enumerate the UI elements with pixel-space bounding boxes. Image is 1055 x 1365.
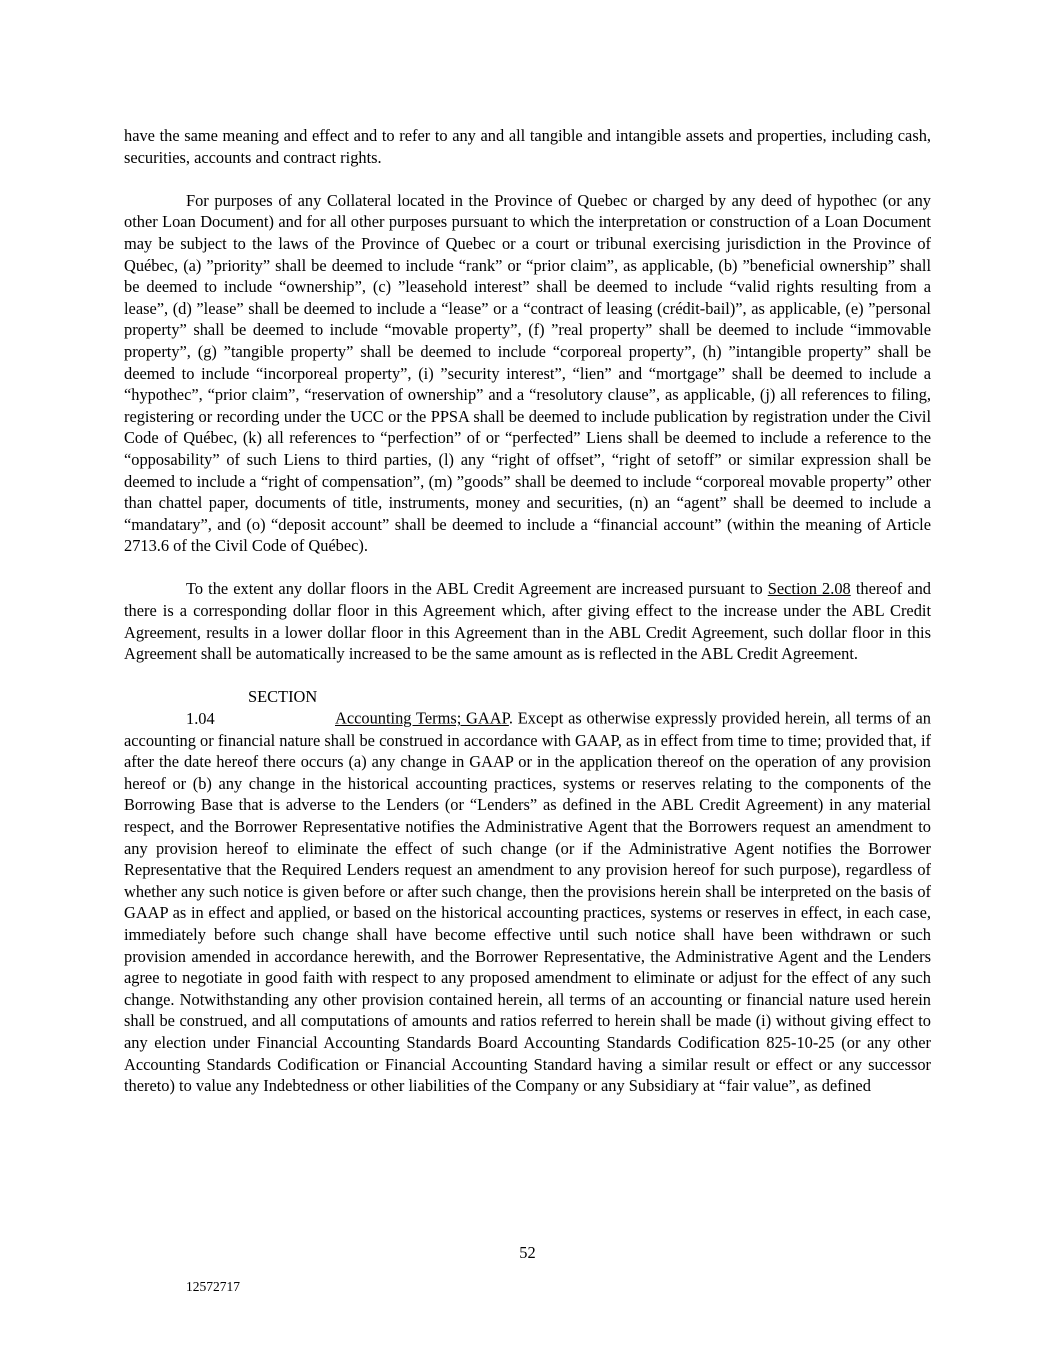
dollar-floors-text-after: thereof and there is a corresponding dollar floor in this Agreement which, after giving effect to the increase under the ABL Credit Agreement, results in a lower dollar floor in this Agreement than in the ABL Credit Agreement, such dollar floor in this Agreement shall be automatically increased to be the same amount as is reflected in the ABL Credit Agreement. <box>124 579 931 664</box>
paragraph-quebec-interpretation: For purposes of any Collateral located in the Province of Quebec or charged by any deed of hypothec (or any other Loan Document) and for all other purposes pursuant to which the interpretation or construction of a Loan Document may be subject to the laws of the Province of Quebec or a court or tribunal exercising jurisdiction in the Province of Québec, (a) ”priority” shall be deemed to include “rank” or “prior claim”, as applicable, (b) ”beneficial ownership” shall be deemed to include “ownership”, (c) ”leasehold interest” shall be deemed to include “valid rights resulting from a lease”, (d) ”lease” shall be deemed to include a “lease” or a “contract of leasing (crédit-bail)”, as applicable, (e) ”personal property” shall be deemed to include “movable property”, (f) ”real property” shall be deemed to include “immovable property”, (g) ”tangible property” shall be deemed to include “corporeal property”, (h) ”intangible property” shall be deemed to include “incorporeal property”, (i) ”security interest”, “lien” and “mortgage” shall be deemed to include a “hypothec”, “prior claim”, “reservation of ownership” and a “resolutory clause”, as applicable, (j) all references to filing, registering or recording under the UCC or the PPSA shall be deemed to include publication by registration under the Civil Code of Québec, (k) all references to “perfection” of or “perfected” Liens shall be deemed to include a reference to the “opposability” of such Liens to third parties, (l) any “right of offset”, “right of setoff” or similar expression shall be deemed to include a “right of compensation”, (m) ”goods” shall be deemed to include “corporeal movable property” other than chattel paper, documents of title, instruments, money and securities, (n) an “agent” shall be deemed to include a “mandatary”, and (o) “deposit account” shall be deemed to include a “financial account” (within the meaning of Article 2713.6 of the Civil Code of Québec). <box>124 190 931 556</box>
document-id: 12572717 <box>186 1279 240 1294</box>
section-1-04-paragraph <box>124 686 931 1096</box>
document-body <box>124 125 931 1118</box>
section-text: . Except as otherwise expressly provided herein, all terms of an accounting or financial nature shall be construed in accordance with GAAP, as in effect from time to time; provided that, if after the date hereof there occurs (a) any change in GAAP or in the application thereof on the operation of any provision hereof or (b) any change in the historical accounting practices, systems or reserves relating to the components of the Borrowing Base that is adverse to the Lenders (or “Lenders” as defined in the ABL Credit Agreement) in any material respect, and the Borrower Representative notifies the Administrative Agent that the Borrowers request an amendment to any provision hereof to eliminate the effect of such change (or if the Administrative Agent notifies the Borrower Representative that the Required Lenders request an amendment to any provision hereof for such purpose), regardless of whether any such notice is given before or after such change, then the provisions herein shall be interpreted on the basis of GAAP as in effect and applied, or based on the historical accounting practices, systems or reserves in effect, in each case, immediately before such change shall have become effective until such notice shall have been withdrawn or such provision amended in accordance herewith, and the Borrower Representative, the Administrative Agent and the Lenders agree to negotiate in good faith with respect to any proposed amendment to eliminate or adjust for the effect of any such change. Notwithstanding any other provision contained herein, all terms of an accounting or financial nature used herein shall be construed, and all computations of amounts and ratios referred to herein shall be made (i) without giving effect to any election under Financial Accounting Standards Board Accounting Standards Codification 825-10-25 (or any other Accounting Standards Codification or Financial Accounting Standard having a similar result or effect or any successor thereto) to value any Indebtedness or other liabilities of the Company or any Subsidiary at “fair value”, as defined <box>124 709 931 1096</box>
section-title: Accounting Terms; GAAP <box>335 709 509 729</box>
paragraph-dollar-floors <box>124 578 931 664</box>
page-number: 52 <box>519 1243 536 1262</box>
paragraph-assets-definition: have the same meaning and effect and to refer to any and all tangible and intangible assets and properties, including cash, securities, accounts and contract rights. <box>124 126 931 167</box>
dollar-floors-text-before: To the extent any dollar floors in the ABL Credit Agreement are increased pursuant to <box>186 579 768 599</box>
section-number: SECTION 1.04 <box>186 687 318 729</box>
section-2-08-reference: Section 2.08 <box>767 579 851 599</box>
